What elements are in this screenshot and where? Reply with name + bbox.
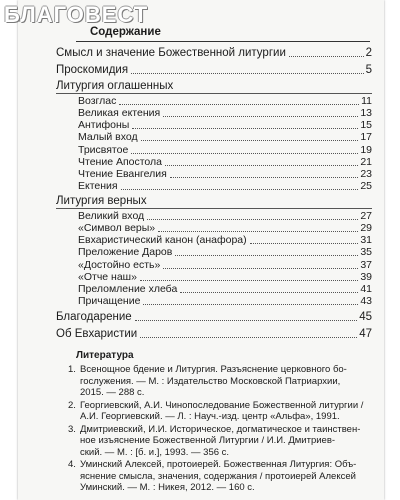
toc-entry-title: Великий вход: [78, 209, 145, 222]
toc-entry-page: 45: [359, 310, 372, 323]
dot-leader: [140, 337, 357, 338]
toc-entry-page: 15: [360, 118, 372, 131]
toc-entry-page: 31: [360, 233, 372, 246]
toc-entry-page: 2: [365, 46, 372, 59]
toc-entry-page: 27: [360, 209, 372, 222]
toc-entry-title: Благодарение: [56, 310, 132, 323]
dot-leader: [163, 268, 358, 269]
toc-entry-title: Антифоны: [78, 118, 130, 131]
dot-leader: [158, 231, 358, 232]
dot-leader: [175, 255, 358, 256]
dot-leader: [119, 104, 359, 105]
toc-entry-title: Причащение: [78, 294, 141, 307]
literature-item: [68, 400, 370, 423]
dot-leader: [132, 128, 358, 129]
literature-item-number: 3.: [68, 423, 76, 435]
toc-section: [56, 327, 372, 341]
literature-item: [68, 424, 370, 459]
literature-item: [68, 459, 370, 494]
dot-leader: [165, 165, 358, 166]
toc-entry-title: «Отче наш»: [78, 270, 137, 283]
toc-entry-title: Чтение Евангелия: [78, 167, 167, 180]
literature-item-number: 2.: [68, 399, 76, 411]
toc-entry-title: Евхаристический канон (анафора): [78, 233, 247, 246]
toc-subentry: [56, 130, 372, 144]
toc-entry-title: Великая ектения: [78, 106, 161, 119]
literature-heading: Литература: [76, 350, 134, 361]
literature-item-text: Дмитриевский, И.И. Историческое, догматическое и таинствен- ное изъяснение Божественной Литургии / И.И. Дмитриев- ский. — М. : [б. и.], 1993. — 356 с.: [80, 423, 361, 458]
toc-section: [56, 63, 372, 77]
literature-item-text: Георгиевский, А.И. Чинопоследование Божественной литургии / А.И. Георгиевский. — Л. : Науч.-изд. центр «Альфа», 1991.: [80, 399, 364, 422]
toc-entry-page: 5: [365, 63, 372, 76]
toc-entry-title: «Достойно есть»: [78, 258, 161, 271]
toc-entry-title: Смысл и значение Божественной литургии: [56, 46, 286, 59]
literature-item-number: 4.: [68, 459, 76, 470]
toc-section: [56, 195, 372, 209]
toc-entry-page: 47: [359, 327, 372, 340]
toc-entry-title: Об Евхаристии: [56, 327, 138, 340]
literature-item: [68, 364, 370, 399]
toc-entry-page: 13: [360, 106, 372, 119]
toc-entry-title: Литургия оглашенных: [56, 79, 174, 92]
toc-entry-title: Проскомидия: [56, 63, 129, 76]
toc-entry-page: 25: [360, 179, 372, 192]
dot-leader: [163, 116, 358, 117]
literature-list: [68, 364, 370, 495]
dot-leader: [289, 56, 364, 57]
toc-entry-page: 11: [361, 94, 372, 107]
toc-section: [56, 80, 372, 94]
dot-leader: [141, 140, 359, 141]
toc-entry-title: Чтение Апостола: [78, 155, 162, 168]
literature-item-text: Уминский Алексей, протоиерей. Божественная Литургия: Объ- яснение смысла, значения, содержания / протоиерей Алексей Уминский. — М. : Никея, 2012. — 160 с.: [80, 459, 357, 493]
contents-heading: Содержание: [90, 26, 161, 38]
toc-entry-title: Преложение Даров: [78, 245, 173, 258]
dot-leader: [180, 292, 358, 293]
dot-leader: [140, 280, 358, 281]
toc-entry-title: Малый вход: [78, 130, 138, 143]
toc-section: [56, 310, 372, 324]
literature-item-text: Всенощное бдение и Литургия. Разъяснение церковного бо- гослужения. — М. : Издательство Московской Патриархии, 2015. — 288 с.: [80, 364, 347, 398]
toc-entry-page: 17: [360, 130, 372, 143]
book-page: [18, 0, 384, 500]
toc-entry-page: 29: [360, 221, 372, 234]
toc-section: [56, 46, 372, 60]
toc-entry-page: 23: [360, 167, 372, 180]
toc-entry-page: 19: [360, 143, 372, 156]
dot-leader: [143, 304, 358, 305]
toc-subentry: [56, 179, 372, 193]
dot-leader: [131, 73, 364, 74]
dot-leader: [170, 177, 358, 178]
toc-entry-page: 21: [360, 155, 372, 168]
dot-leader: [250, 243, 359, 244]
toc-subentry: [56, 245, 372, 259]
toc-entry-page: 41: [360, 282, 372, 295]
toc-entry-title: «Символ веры»: [78, 221, 156, 234]
heading-underline: [76, 41, 370, 42]
dot-leader: [121, 189, 359, 190]
watermark-logo: БЛАГОВЕСТ: [4, 2, 149, 27]
dot-leader: [131, 153, 358, 154]
toc-entry-page: 37: [360, 258, 372, 271]
dot-leader: [135, 320, 358, 321]
dot-leader: [147, 219, 358, 220]
toc-entry-page: 43: [360, 294, 372, 307]
toc-entry-page: 39: [360, 270, 372, 283]
toc-subentry: [56, 294, 372, 308]
toc-entry-title: Литургия верных: [56, 194, 147, 207]
toc-entry-title: Ектения: [78, 179, 118, 192]
literature-item-number: 1.: [68, 364, 76, 375]
toc-entry-title: Трисвятое: [78, 143, 129, 156]
toc-entry-title: Возглас: [78, 94, 117, 107]
toc-entry-page: 35: [360, 245, 372, 258]
toc-entry-title: Преломление хлеба: [78, 282, 178, 295]
